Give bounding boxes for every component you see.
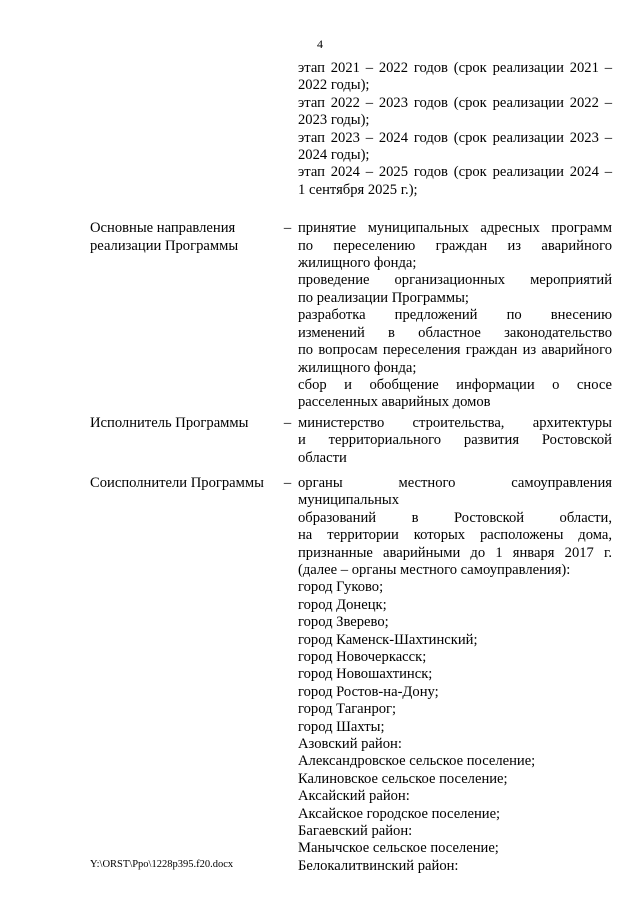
stages-label bbox=[90, 60, 277, 199]
list-item: Манычское сельское поселение; bbox=[298, 840, 499, 857]
directions-label bbox=[90, 220, 277, 411]
stages-text bbox=[298, 60, 612, 199]
executor-label: Исполнитель Программы bbox=[90, 414, 249, 431]
text-line: 2024 годы); bbox=[298, 147, 370, 164]
list-item: Аксайское городское поселение; bbox=[298, 805, 501, 822]
list-item: город Новошахтинск; bbox=[298, 666, 433, 683]
text-line: жилищного фонда; bbox=[298, 359, 417, 376]
stages-dash bbox=[277, 60, 298, 199]
list-item: Калиновское сельское поселение; bbox=[298, 770, 508, 787]
list-item: город Зверево; bbox=[298, 614, 389, 631]
coexecutors-text bbox=[298, 475, 612, 875]
list-item: город Донецк; bbox=[298, 596, 387, 613]
text-line: разработка предложений по внесению bbox=[298, 307, 612, 324]
list-item: Белокалитвинский район: bbox=[298, 857, 459, 874]
coexecutors-dash: – bbox=[283, 474, 292, 491]
text-line: образований в Ростовской области, bbox=[298, 509, 612, 526]
passport-content bbox=[90, 60, 612, 875]
text-line: по реализации Программы; bbox=[298, 289, 469, 306]
text-line: сбор и обобщение информации о сносе bbox=[298, 376, 612, 393]
text-line: 2022 годы); bbox=[298, 77, 370, 94]
text-line: 1 сентября 2025 г.); bbox=[298, 181, 418, 198]
text-line: проведение организационных мероприятий bbox=[298, 272, 612, 289]
text-line: принятие муниципальных адресных программ bbox=[298, 220, 612, 237]
text-line: на территории которых расположены дома, bbox=[298, 527, 612, 544]
coexecutors-label: Соисполнители Программы bbox=[90, 474, 264, 491]
text-line: этап 2021 – 2022 годов (срок реализации 2021 – bbox=[298, 60, 612, 76]
list-item: город Шахты; bbox=[298, 718, 385, 735]
list-item: город Таганрог; bbox=[298, 701, 397, 718]
text-line: этап 2022 – 2023 годов (срок реализации 2022 – bbox=[298, 94, 612, 111]
page-number: 4 bbox=[317, 37, 323, 51]
list-item: Аксайский район: bbox=[298, 788, 410, 805]
coexecutors-row bbox=[90, 475, 612, 875]
text-line: по переселению граждан из аварийного bbox=[298, 237, 612, 254]
list-item: город Ростов-на-Дону; bbox=[298, 683, 439, 700]
text-line: расселенных аварийных домов bbox=[298, 394, 491, 411]
list-item: Багаевский район: bbox=[298, 823, 413, 840]
text-line: этап 2024 – 2025 годов (срок реализации 2024 – bbox=[298, 164, 612, 181]
list-item: город Новочеркасск; bbox=[298, 649, 427, 665]
text-line: жилищного фонда; bbox=[298, 255, 417, 272]
executor-row bbox=[90, 415, 612, 467]
list-item: город Гуково; bbox=[298, 579, 384, 596]
text-line: (далее – органы местного самоуправления): bbox=[298, 561, 571, 578]
stages-row bbox=[90, 60, 612, 199]
text-line: органы местного самоуправления муниципальных bbox=[298, 474, 612, 509]
list-item: город Каменск-Шахтинский; bbox=[298, 631, 478, 648]
text-line: признанные аварийными до 1 января 2017 г. bbox=[298, 544, 612, 561]
text-line: по вопросам переселения граждан из аварийного bbox=[298, 342, 612, 359]
executor-dash: – bbox=[283, 414, 292, 431]
directions-text bbox=[298, 220, 612, 411]
text-line: и территориального развития Ростовской bbox=[298, 432, 612, 449]
list-item: Азовский район: bbox=[298, 736, 402, 753]
text-line: области bbox=[298, 449, 347, 466]
directions-label-line: реализации Программы bbox=[90, 237, 239, 254]
executor-text bbox=[298, 415, 612, 467]
directions-row bbox=[90, 220, 612, 411]
footer-file-path: Y:\ORST\Ppo\1228p395.f20.docx bbox=[90, 859, 234, 870]
text-line: 2023 годы); bbox=[298, 112, 370, 129]
directions-label-line: Основные направления bbox=[90, 220, 236, 237]
text-line: этап 2023 – 2024 годов (срок реализации 2023 – bbox=[298, 129, 612, 146]
directions-dash: – bbox=[283, 220, 292, 237]
text-line: министерство строительства, архитектуры bbox=[298, 414, 612, 431]
list-item: Александровское сельское поселение; bbox=[298, 753, 536, 770]
text-line: изменений в областное законодательство bbox=[298, 324, 612, 341]
